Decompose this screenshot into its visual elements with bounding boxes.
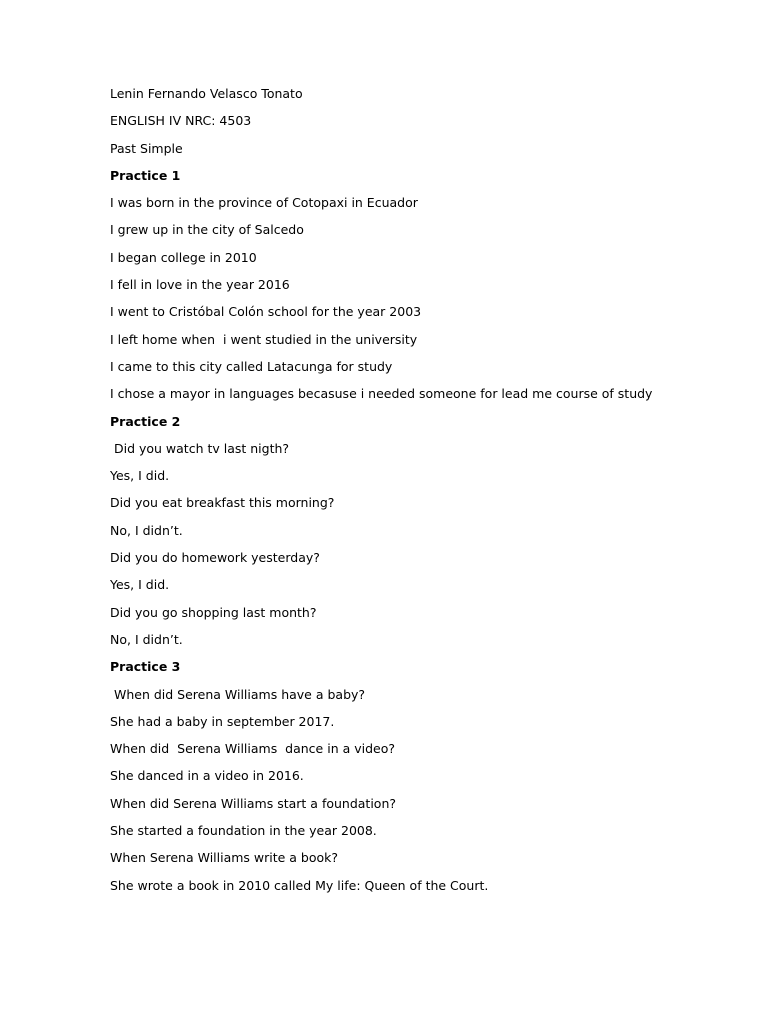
practice-2-question: Did you watch tv last nigth?: [110, 440, 290, 456]
practice-3-question: When Serena Williams write a book?: [110, 850, 339, 866]
practice-1-heading: Practice 1: [110, 167, 181, 183]
practice-3-answer: She had a baby in september 2017.: [110, 713, 335, 729]
practice-3-answer: She danced in a video in 2016.: [110, 768, 304, 784]
practice-3-question: When did Serena Williams have a baby?: [110, 686, 366, 702]
practice-1-sentence: I began college in 2010: [110, 249, 257, 265]
practice-2-question: Did you eat breakfast this morning?: [110, 495, 335, 511]
practice-2-answer: No, I didn’t.: [110, 522, 183, 538]
document-page: [110, 85, 730, 904]
practice-2-answer: No, I didn’t.: [110, 631, 183, 647]
practice-3-question: When did Serena Williams dance in a video?: [110, 741, 395, 757]
practice-3-answer: She wrote a book in 2010 called My life: Queen of the Court.: [110, 877, 489, 893]
practice-3-answer: She started a foundation in the year 2008.: [110, 823, 377, 839]
practice-2-question: Did you go shopping last month?: [110, 604, 317, 620]
practice-1-sentence: I chose a mayor in languages becasuse i needed someone for lead me course of study: [110, 386, 653, 402]
practice-1-sentence: I went to Cristóbal Colón school for the year 2003: [110, 304, 422, 320]
practice-2-answer: Yes, I did.: [110, 468, 170, 484]
practice-1-sentence: I grew up in the city of Salcedo: [110, 222, 304, 238]
practice-2-answer: Yes, I did.: [110, 577, 170, 593]
practice-1-sentence: I left home when i went studied in the university: [110, 331, 418, 347]
practice-3-question: When did Serena Williams start a foundation?: [110, 795, 397, 811]
practice-2-heading: Practice 2: [110, 413, 181, 429]
course-info: ENGLISH IV NRC: 4503: [110, 113, 252, 129]
author-name: Lenin Fernando Velasco Tonato: [110, 86, 303, 101]
practice-1-sentence: I fell in love in the year 2016: [110, 277, 290, 293]
practice-3-heading: Practice 3: [110, 659, 181, 675]
topic-title: Past Simple: [110, 140, 183, 156]
practice-2-question: Did you do homework yesterday?: [110, 550, 320, 566]
practice-1-sentence: I was born in the province of Cotopaxi in Ecuador: [110, 195, 418, 211]
practice-1-sentence: I came to this city called Latacunga for study: [110, 358, 393, 374]
